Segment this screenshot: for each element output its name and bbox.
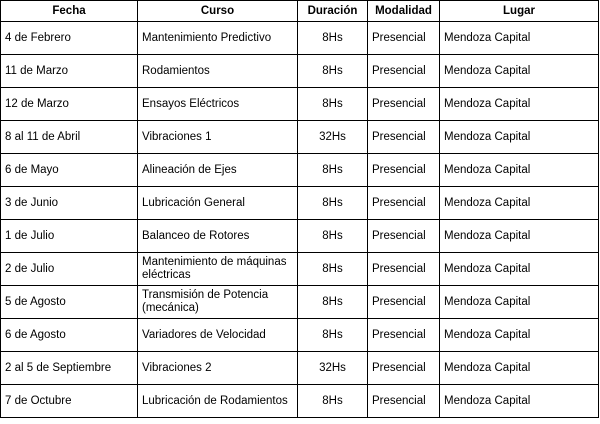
cell-lugar: Mendoza Capital: [440, 220, 599, 253]
cell-lugar: Mendoza Capital: [440, 187, 599, 220]
cell-curso: Lubricación General: [138, 187, 298, 220]
table-row: [1, 154, 599, 187]
table-row: [1, 22, 599, 55]
header-fecha: Fecha: [1, 1, 138, 22]
cell-modalidad: Presencial: [368, 22, 440, 55]
cell-fecha: 8 al 11 de Abril: [1, 121, 138, 154]
cell-lugar: Mendoza Capital: [440, 286, 599, 319]
cell-modalidad: Presencial: [368, 352, 440, 385]
cell-fecha: 7 de Octubre: [1, 385, 138, 418]
cell-duracion: 8Hs: [298, 154, 368, 187]
cell-duracion: 8Hs: [298, 22, 368, 55]
table-row: [1, 319, 599, 352]
cell-duracion: 8Hs: [298, 220, 368, 253]
table-row: [1, 121, 599, 154]
cell-modalidad: Presencial: [368, 286, 440, 319]
cell-lugar: Mendoza Capital: [440, 22, 599, 55]
cell-duracion: 8Hs: [298, 286, 368, 319]
cell-fecha: 5 de Agosto: [1, 286, 138, 319]
cell-curso: Rodamientos: [138, 55, 298, 88]
cell-lugar: Mendoza Capital: [440, 121, 599, 154]
cell-curso: Lubricación de Rodamientos: [138, 385, 298, 418]
header-modalidad: Modalidad: [368, 1, 440, 22]
cell-lugar: Mendoza Capital: [440, 88, 599, 121]
cell-fecha: 4 de Febrero: [1, 22, 138, 55]
cell-fecha: 12 de Marzo: [1, 88, 138, 121]
cell-duracion: 8Hs: [298, 187, 368, 220]
cell-fecha: 3 de Junio: [1, 187, 138, 220]
table-row: [1, 253, 599, 286]
cell-duracion: 8Hs: [298, 88, 368, 121]
cell-curso: Ensayos Eléctricos: [138, 88, 298, 121]
cell-lugar: Mendoza Capital: [440, 55, 599, 88]
cell-curso: Mantenimiento de máquinas eléctricas: [138, 253, 298, 286]
cell-duracion: 8Hs: [298, 385, 368, 418]
cell-curso: Transmisión de Potencia (mecánica): [138, 286, 298, 319]
cell-fecha: 2 al 5 de Septiembre: [1, 352, 138, 385]
cell-curso: Balanceo de Rotores: [138, 220, 298, 253]
header-curso: Curso: [138, 1, 298, 22]
cell-modalidad: Presencial: [368, 187, 440, 220]
cell-lugar: Mendoza Capital: [440, 154, 599, 187]
table-row: [1, 286, 599, 319]
cell-lugar: Mendoza Capital: [440, 319, 599, 352]
cell-modalidad: Presencial: [368, 121, 440, 154]
cell-fecha: 11 de Marzo: [1, 55, 138, 88]
table-row: [1, 220, 599, 253]
cell-modalidad: Presencial: [368, 220, 440, 253]
table-row: [1, 55, 599, 88]
table-row: [1, 88, 599, 121]
cell-curso: Alineación de Ejes: [138, 154, 298, 187]
cell-lugar: Mendoza Capital: [440, 253, 599, 286]
cell-duracion: 8Hs: [298, 319, 368, 352]
cell-curso: Mantenimiento Predictivo: [138, 22, 298, 55]
cell-duracion: 32Hs: [298, 352, 368, 385]
header-duracion: Duración: [298, 1, 368, 22]
cell-fecha: 6 de Agosto: [1, 319, 138, 352]
cell-modalidad: Presencial: [368, 253, 440, 286]
cell-fecha: 6 de Mayo: [1, 154, 138, 187]
cell-duracion: 8Hs: [298, 253, 368, 286]
cell-modalidad: Presencial: [368, 88, 440, 121]
cell-duracion: 8Hs: [298, 55, 368, 88]
table-row: [1, 385, 599, 418]
cell-modalidad: Presencial: [368, 385, 440, 418]
cell-modalidad: Presencial: [368, 319, 440, 352]
cell-curso: Variadores de Velocidad: [138, 319, 298, 352]
cell-modalidad: Presencial: [368, 55, 440, 88]
cell-lugar: Mendoza Capital: [440, 385, 599, 418]
cell-curso: Vibraciones 1: [138, 121, 298, 154]
table-body: [1, 22, 599, 418]
cell-lugar: Mendoza Capital: [440, 352, 599, 385]
cell-fecha: 2 de Julio: [1, 253, 138, 286]
cell-curso: Vibraciones 2: [138, 352, 298, 385]
table-row: [1, 352, 599, 385]
header-row: [1, 1, 599, 22]
cell-fecha: 1 de Julio: [1, 220, 138, 253]
header-lugar: Lugar: [440, 1, 599, 22]
table-row: [1, 187, 599, 220]
cell-modalidad: Presencial: [368, 154, 440, 187]
cell-duracion: 32Hs: [298, 121, 368, 154]
